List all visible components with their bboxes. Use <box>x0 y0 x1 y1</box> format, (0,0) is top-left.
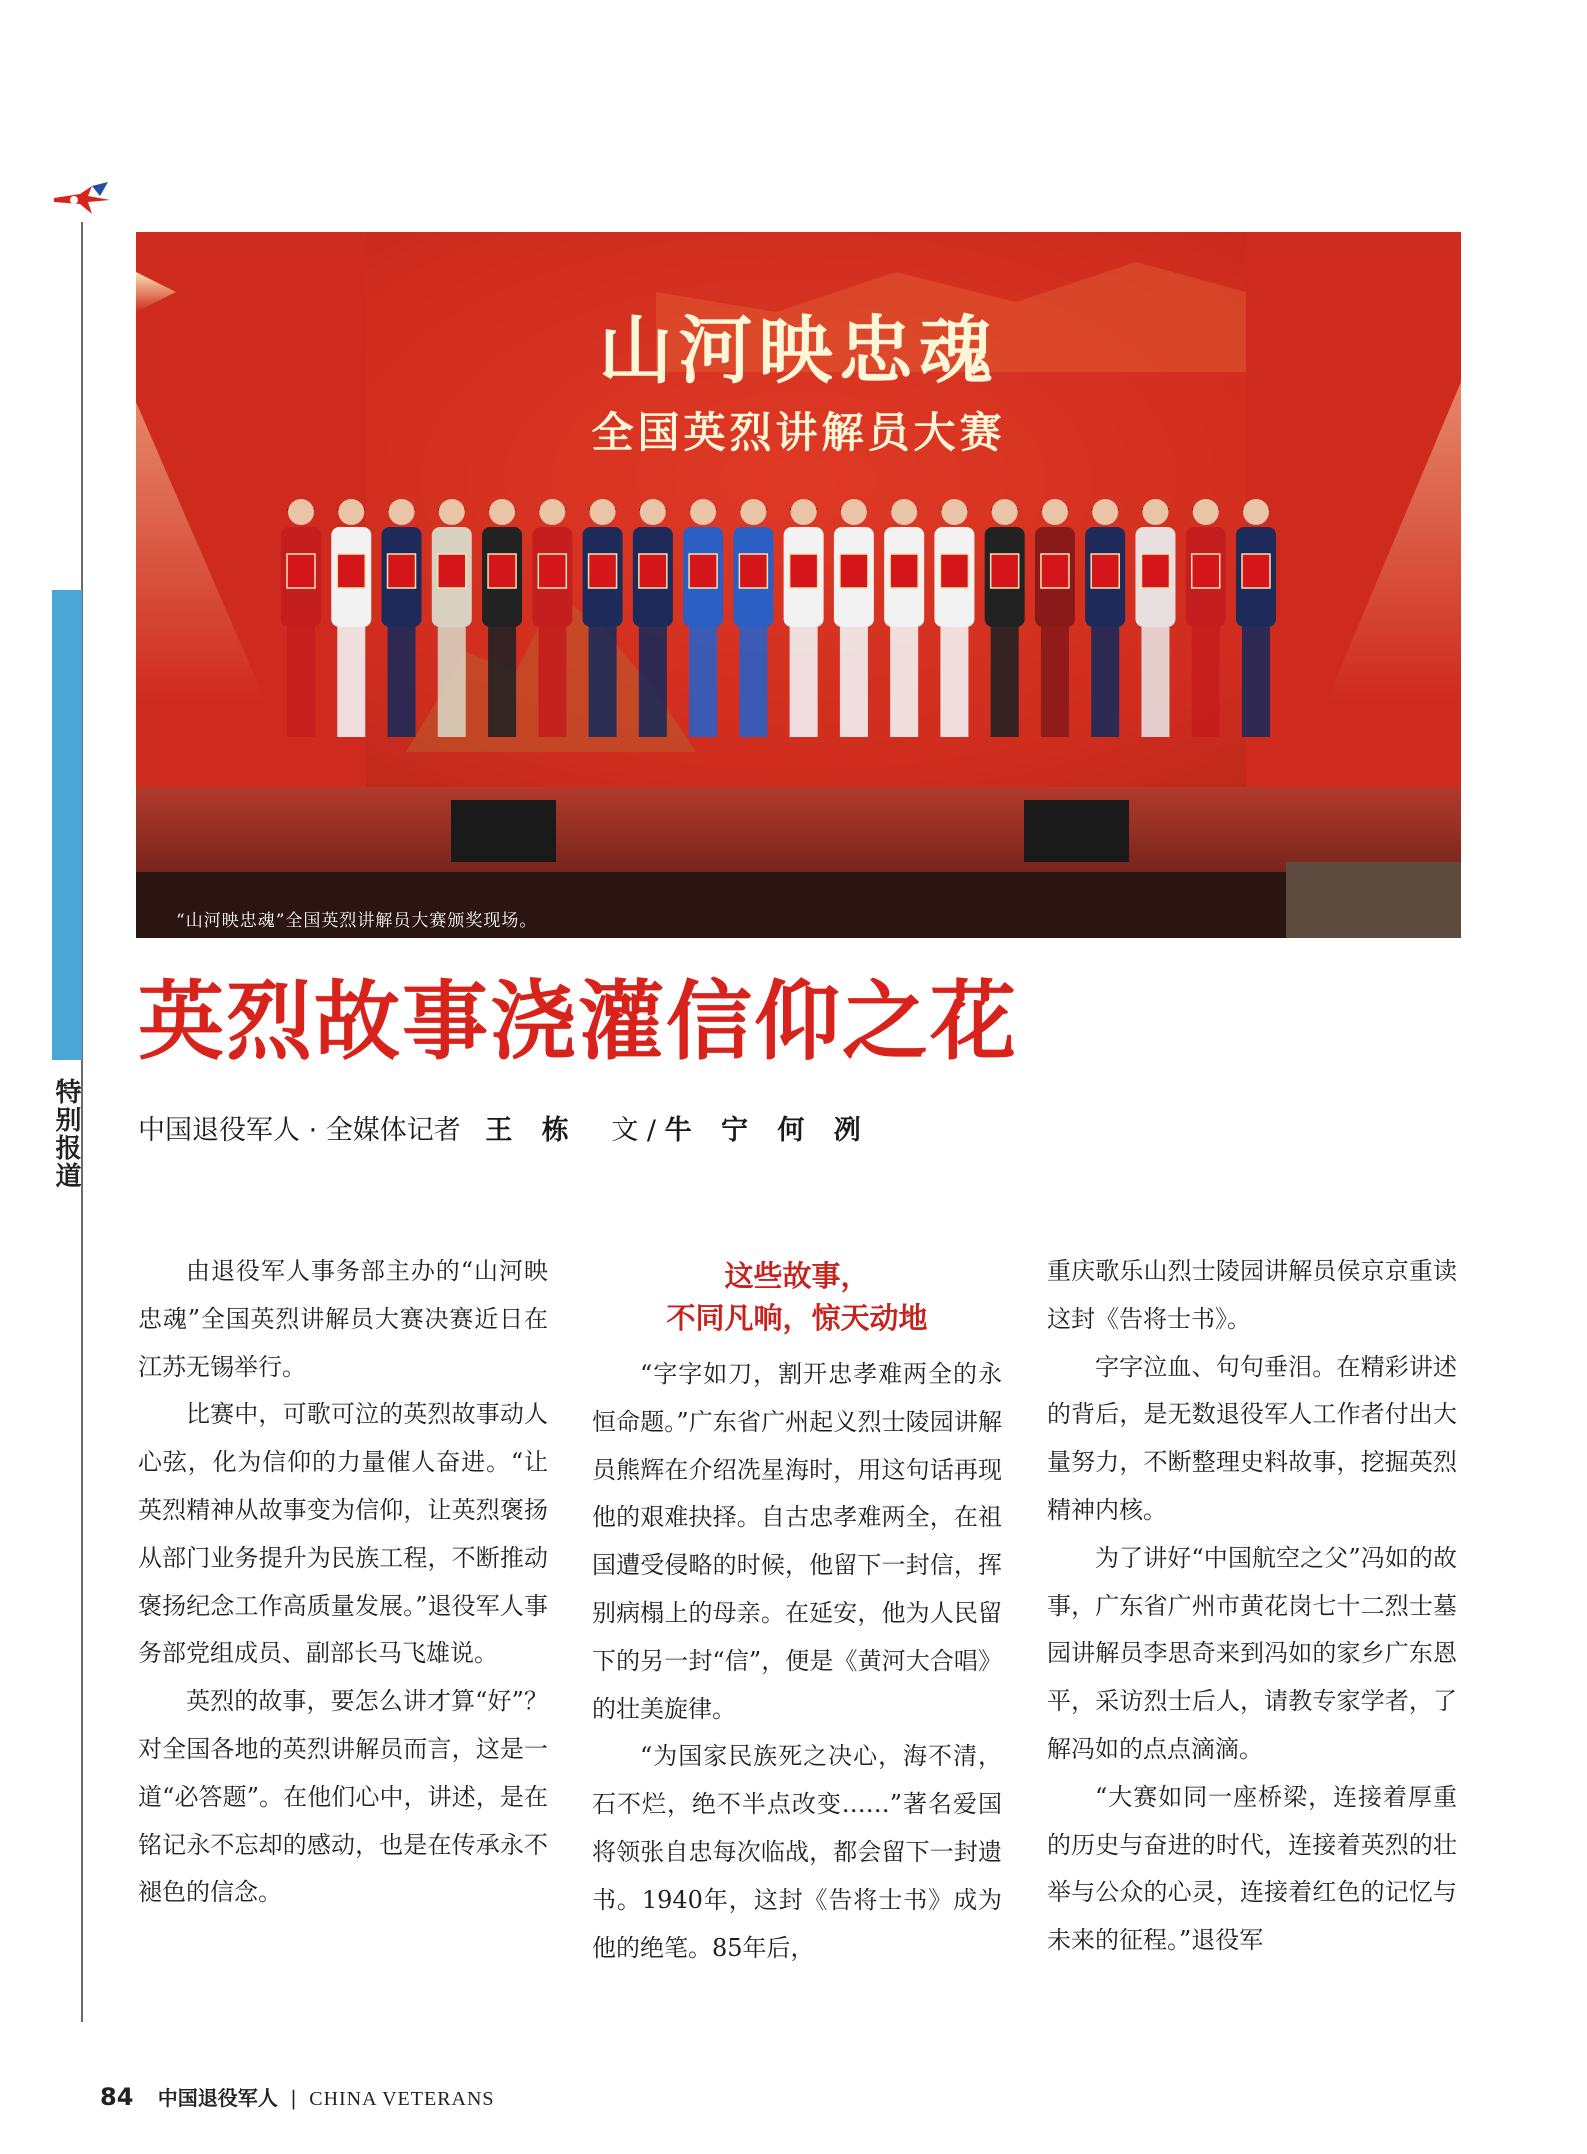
byline-writer: 王 栋 <box>485 1115 579 1146</box>
award-recipient-figure <box>482 499 522 737</box>
paragraph: “为国家民族死之决心，海不清，石不烂，绝不半点改变……”著名爱国将领张自忠每次临战，都会留下一封遗书。1940年，这封《告将士书》成为他的绝笔。85年后， <box>592 1742 1002 1962</box>
subheading-line: 不同凡响，惊天动地 <box>666 1301 928 1335</box>
article-column-2 <box>592 1255 1002 1972</box>
subheading <box>592 1255 1002 1339</box>
paragraph: 英烈的故事，要怎么讲才算“好”？对全国各地的英烈讲解员而言，这是一道“必答题”。在他们心中，讲述，是在铭记永不忘却的感动，也是在传承永不褪色的信念。 <box>138 1687 548 1907</box>
award-recipient-figure <box>934 499 974 737</box>
footer-separator: | <box>290 2086 297 2110</box>
article-column-1 <box>138 1248 548 1917</box>
stage-subtitle: 全国英烈讲解员大赛 <box>591 408 1006 457</box>
byline-photographer: 牛 宁 何 冽 <box>664 1115 871 1146</box>
award-recipient-figure <box>633 499 673 737</box>
page-number: 84 <box>100 2083 134 2111</box>
stage-title: 山河映忠魂 <box>598 308 999 394</box>
award-recipient-figure <box>834 499 874 737</box>
paragraph: 比赛中，可歌可泣的英烈故事动人心弦，化为信仰的力量催人奋进。“让英烈精神从故事变为信仰，让英烈褒扬从部门业务提升为民族工程，不断推动褒扬纪念工作高质量发展。”退役军人事务部党组成员、副部长马飞雄说。 <box>138 1400 548 1668</box>
award-recipient-figure <box>1236 499 1276 737</box>
award-recipient-figure <box>532 499 572 737</box>
award-recipient-figure <box>784 499 824 737</box>
event-photo <box>136 232 1461 938</box>
byline-writer-role: 文 / <box>611 1115 665 1146</box>
magazine-name-en: CHINA VETERANS <box>309 2088 495 2110</box>
award-recipient-figure <box>432 499 472 737</box>
award-recipient-figure <box>1035 499 1075 737</box>
subheading-line: 这些故事， <box>724 1259 870 1293</box>
magazine-logo-icon <box>52 180 114 220</box>
award-recipient-figure <box>683 499 723 737</box>
photo-caption: “山河映忠魂”全国英烈讲解员大赛颁奖现场。 <box>176 911 538 931</box>
page-footer <box>100 2082 495 2111</box>
paragraph: 重庆歌乐山烈士陵园讲解员侯京京重读这封《告将士书》。 <box>1047 1257 1457 1333</box>
award-recipient-figure <box>1186 499 1226 737</box>
award-recipient-figure <box>733 499 773 737</box>
award-recipient-figure <box>985 499 1025 737</box>
paragraph: 由退役军人事务部主办的“山河映忠魂”全国英烈讲解员大赛决赛近日在江苏无锡举行。 <box>138 1257 548 1381</box>
section-tag: 特别报道 <box>51 1078 81 1190</box>
article-column-3 <box>1047 1248 1457 1965</box>
award-recipient-figure <box>281 499 321 737</box>
paragraph: “大赛如同一座桥梁，连接着厚重的历史与奋进的时代，连接着英烈的壮举与公众的心灵，连接着红色的记忆与未来的征程。”退役军 <box>1047 1782 1457 1955</box>
paragraph: 为了讲好“中国航空之父”冯如的故事，广东省广州市黄花岗七十二烈士墓园讲解员李思奇来到冯如的家乡广东恩平，采访烈士后人，请教专家学者，了解冯如的点点滴滴。 <box>1047 1543 1457 1763</box>
article-title: 英烈故事浇灌信仰之花 <box>138 971 1018 1072</box>
byline-prefix: 中国退役军人 · 全媒体记者 <box>138 1115 461 1146</box>
magazine-name: 中国退役军人 <box>157 2086 278 2110</box>
award-recipient-figure <box>884 499 924 737</box>
byline <box>138 1108 871 1147</box>
award-recipient-figure <box>331 499 371 737</box>
paragraph: “字字如刀，割开忠孝难两全的永恒命题。”广东省广州起义烈士陵园讲解员熊辉在介绍冼星海时，用这句话再现他的艰难抉择。自古忠孝难两全，在祖国遭受侵略的时候，他留下一封信，挥别病榻上的母亲。在延安，他为人民留下的另一封“信”，便是《黄河大合唱》的壮美旋律。 <box>592 1360 1002 1723</box>
section-color-bar <box>52 590 82 1060</box>
paragraph: 字字泣血、句句垂泪。在精彩讲述的背后，是无数退役军人工作者付出大量努力，不断整理史料故事，挖掘英烈精神内核。 <box>1047 1352 1457 1524</box>
